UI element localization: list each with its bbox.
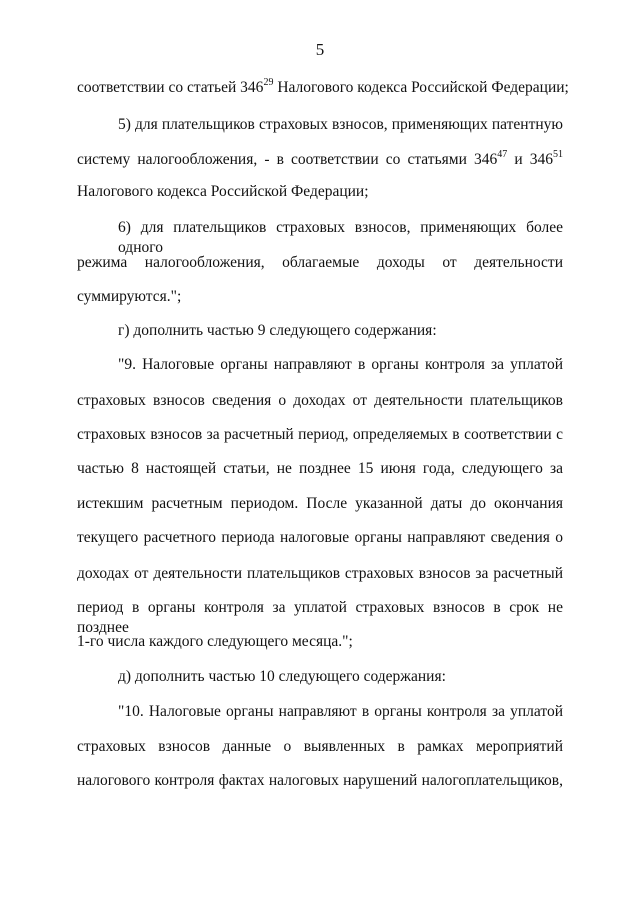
text-fragment: Налогового кодекса Российской Федерации; [77,183,369,200]
text-fragment: налогового контроля фактах налоговых нарушений налогоплательщиков, [77,772,563,789]
page-number: 5 [315,40,325,59]
text-line [118,115,563,135]
text-line [77,771,563,791]
text-line [118,667,563,687]
text-line [77,391,563,411]
text-fragment: 1-го числа каждого следующего месяца."; [77,633,353,650]
text-fragment: и 346 [507,151,554,168]
text-line [77,459,563,479]
text-fragment: соответствии со статьей 346 [77,79,264,96]
text-fragment: страховых взносов за расчетный период, определяемых в соответствии с [77,426,563,443]
text-fragment: доходах от деятельности плательщиков страховых взносов за расчетный [77,565,563,582]
superscript: 29 [263,76,274,88]
text-line [118,321,563,341]
text-fragment: страховых взносов сведения о доходах от деятельности плательщиков [77,392,563,409]
text-fragment: суммируются."; [77,288,182,305]
text-line [118,218,563,258]
text-fragment: частью 8 настоящей статьи, не позднее 15 июня года, следующего за [77,460,563,477]
text-fragment: д) дополнить частью 10 следующего содержания: [118,668,446,685]
text-line [77,737,563,757]
text-line [77,182,563,202]
text-line [77,425,563,445]
text-fragment: 6) для плательщиков страховых взносов, применяющих более одного [118,219,563,256]
text-line [77,494,563,514]
superscript: 47 [497,148,508,160]
text-line [77,287,563,307]
text-line [77,76,569,98]
text-fragment: систему налогообложения, - в соответствии со статьями 346 [77,151,498,168]
text-line [118,702,563,722]
text-fragment: страховых взносов данные о выявленных в рамках мероприятий [77,738,563,755]
text-line [77,528,563,548]
text-fragment: режима налогообложения, облагаемые доходы от деятельности [77,254,563,271]
superscript: 51 [553,148,564,160]
text-fragment: "10. Налоговые органы направляют в органы контроля за уплатой [118,703,563,720]
text-fragment: "9. Налоговые органы направляют в органы контроля за уплатой [118,356,563,373]
text-line [77,253,563,273]
text-fragment: г) дополнить частью 9 следующего содержания: [118,322,437,339]
text-line [77,632,563,652]
text-fragment: 5) для плательщиков страховых взносов, применяющих патентную [118,116,563,133]
text-line [77,564,563,584]
text-fragment: Налогового кодекса Российской Федерации; [273,79,569,96]
text-line [77,150,563,170]
text-fragment: текущего расчетного периода налоговые органы направляют сведения о [77,529,563,546]
text-line [118,355,563,375]
text-fragment: период в органы контроля за уплатой страховых взносов в срок не позднее [77,599,563,636]
text-fragment: истекшим расчетным периодом. После указанной даты до окончания [77,495,563,512]
